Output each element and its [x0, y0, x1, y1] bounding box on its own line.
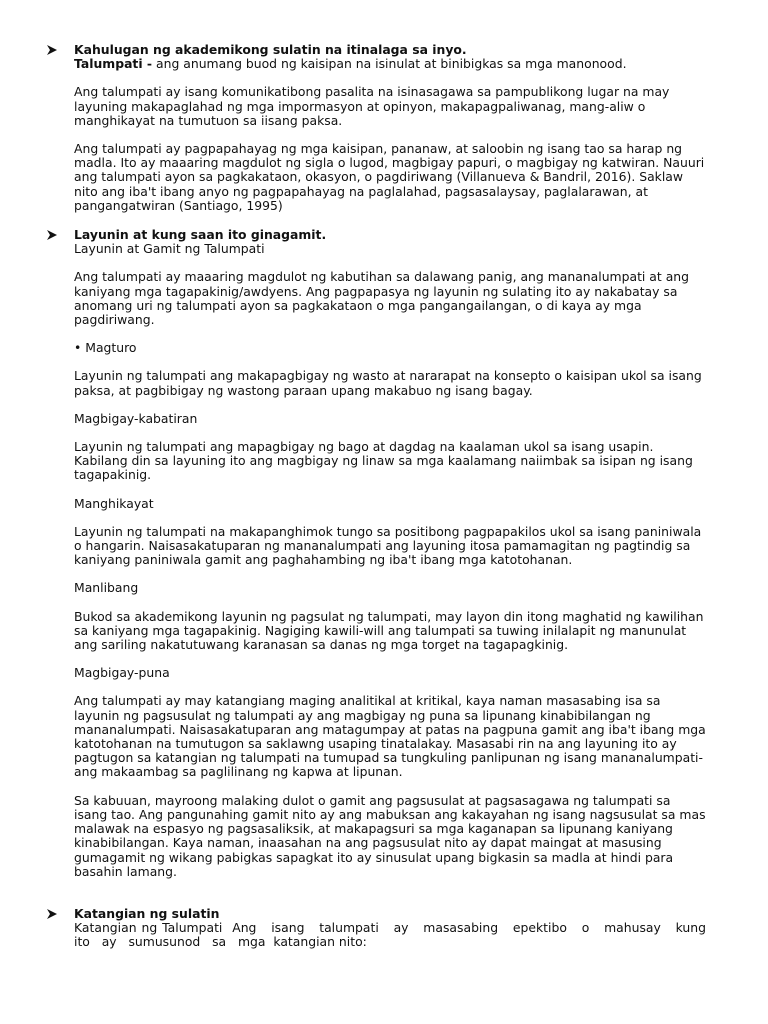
list-label-magturo: • Magturo: [74, 340, 137, 356]
definition-text: ang anumang buod ng kaisipan na isinulat at binibigkas sa mga manonood.: [152, 56, 627, 72]
arrowhead-bullet-icon: [46, 908, 58, 920]
paragraph: Ang talumpati ay may katangiang maging analitikal at kritikal, kaya naman masasabing isa sa layunin ng pagsusulat ng talumpati ay ang magbigay ng puna sa lipunang kinabibilangan ng mananalumpati. Naisasakatuparan ang matagumpay at patas na pagpuna gamit ang iba't ibang mga katotohanan na tumutugon sa saklawng usaping tinatalakay. Masasabi rin na ang layuning ito ay pagtugon sa katangian ng talumpati na tumupad sa tungkuling panlipunan ng isang mananalumpati-ang makaambag sa paglilinang ng kapwa at lipunan.: [74, 693, 706, 780]
paragraph: Ang talumpati ay maaaring magdulot ng kabutihan sa dalawang panig, ang mananalumpati at ang kaniyang mga tagapakinig/awdyens. Ang pagpapasya ng layunin ng sulating ito ay nakabatay sa anomang uri ng talumpati ayon sa pagkakataon o mga pangangailangan, o di kaya ay mga pagdiriwang.: [74, 269, 690, 328]
paragraph: Layunin ng talumpati ang mapagbigay ng bago at dagdag na kaalaman ukol sa isang usapin. Kabilang din sa layuning ito ang magbigay ng linaw sa mga kaalamang naiimbak sa isipan ng isang tagapakinig.: [74, 439, 693, 483]
paragraph: Ang talumpati ay pagpapahayag ng mga kaisipan, pananaw, at saloobin ng isang tao sa harap ng madla. Ito ay maaaring magdulot ng sigla o lugod, magbigay papuri, o magbigay ng katwiran. Nauuri ang talumpati ayon sa pagkakataon, okasyon, o pagdiriwang (Villanueva & Bandril, 2016). Saklaw nito ang iba't ibang anyo ng pagpapahayag na paglalahad, pagsasalaysay, paglalarawan, at pangangatwiran (Santiago, 1995): [74, 141, 705, 213]
definition-term: Talumpati -: [74, 56, 153, 72]
paragraph-line: ito ay sumusunod sa mga katangian nito:: [74, 934, 367, 950]
list-label-manghikayat: Manghikayat: [74, 495, 154, 511]
section-heading: Kahulugan ng akademikong sulatin na itinalaga sa inyo.: [74, 42, 467, 57]
definition-line: [74, 57, 706, 71]
paragraph: Layunin ng talumpati ang makapagbigay ng wasto at nararapat na konsepto o kaisipan ukol sa isang paksa, at pagbibigay ng wastong paraan upang makabuo ng isang bagay.: [74, 368, 702, 398]
paragraph: Sa kabuuan, mayroong malaking dulot o gamit ang pagsusulat at pagsasagawa ng talumpati sa isang tao. Ang pangunahing gamit nito ay ang mabuksan ang kakayahan ng isang nagsusulat sa mas malawak na espasyo ng pagsasaliksik, at makapagsuri sa mga kaganapan sa lipunang kaniyang kinabibilangan. Kaya naman, inaasahan na ang pagsusulat nito ay dapat maingat at masusing gumagamit ng wikang pabigkas sapagkat ito ay sinusulat upang bigkasin sa madla at hindi para basahin lamang.: [74, 792, 706, 879]
subheading: Layunin at Gamit ng Talumpati: [74, 241, 265, 257]
list-label-manlibang: Manlibang: [74, 580, 139, 596]
paragraph: Layunin ng talumpati na makapanghimok tungo sa positibong pagpapakilos ukol sa isang paniniwala o hangarin. Naisasakatuparan ng mananalumpati ang layuning itosa pamamagitan ng pagtindig sa kaniyang paniniwala gamit ang paghahambing ng iba't ibang mga katotohanan.: [74, 523, 702, 568]
paragraph: Bukod sa akademikong layunin ng pagsulat ng talumpati, may layon din itong maghatid ng kawilihan sa kaniyang mga tagapakinig. Nagiging kawili-will ang talumpati sa tuwing inilalapit ng manunulat ang sariling nakatutuwang karanasan sa danas ng mga torget na tagapagkinig.: [74, 608, 704, 653]
paragraph: Ang talumpati ay isang komunikatibong pasalita na isinasagawa sa pampublikong lugar na may layuning makapaglahad ng mga impormasyon at opinyon, makapagpaliwanag, mang-aliw o manghikayat na tumutuon sa iisang paksa.: [74, 84, 670, 128]
list-label-kabatiran: Magbigay-kabatiran: [74, 410, 198, 426]
arrowhead-bullet-icon: [46, 229, 58, 241]
paragraph-line: Katangian ng Talumpati Ang isang talumpati ay masasabing epektibo o mahusay kung: [74, 920, 706, 936]
list-label-puna: Magbigay-puna: [74, 665, 170, 681]
section-heading: Layunin at kung saan ito ginagamit.: [74, 227, 327, 242]
section-heading: Katangian ng sulatin: [74, 906, 220, 921]
arrowhead-bullet-icon: [46, 44, 58, 56]
